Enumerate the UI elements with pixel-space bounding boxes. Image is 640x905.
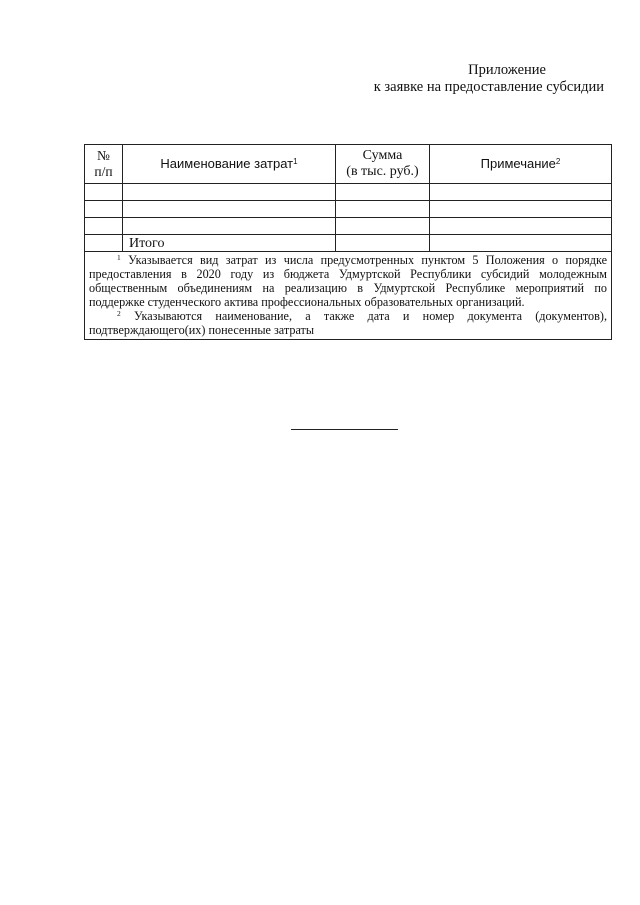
table-cell[interactable] xyxy=(430,218,612,235)
table-cell[interactable] xyxy=(336,201,430,218)
footnote-ref-2: 2 xyxy=(555,157,561,166)
table-cell[interactable] xyxy=(123,218,336,235)
table-row xyxy=(85,201,612,218)
col-header-sum xyxy=(336,145,430,184)
footnote-1 xyxy=(89,253,607,309)
table-cell[interactable] xyxy=(85,218,123,235)
table-header-row xyxy=(85,145,612,184)
table-cell[interactable] xyxy=(85,235,123,252)
table-row xyxy=(85,218,612,235)
costs-table xyxy=(84,144,612,340)
col-header-sum-line2: (в тыс. руб.) xyxy=(346,164,419,179)
footnote-2 xyxy=(89,309,607,337)
table-cell[interactable] xyxy=(123,184,336,201)
table-cell[interactable] xyxy=(85,184,123,201)
col-header-num-line2: п/п xyxy=(94,164,113,179)
footnote-1-text: Указывается вид затрат из числа предусмотренных пунктом 5 Положения о порядке предоставления в 2020 году из бюджета Удмуртской Республики субсидий молодежным общественным объединениям на реализацию в Удмуртской Республике мероприятий по поддержке студенческого актива профессиональных образовательных организаций. xyxy=(89,253,607,309)
total-sum-cell[interactable] xyxy=(336,235,430,252)
table-cell[interactable] xyxy=(85,201,123,218)
appendix-title: Приложение xyxy=(468,62,546,78)
col-header-name-label: Наименование затрат xyxy=(160,156,294,171)
table-cell[interactable] xyxy=(430,184,612,201)
table-cell[interactable] xyxy=(336,218,430,235)
col-header-name xyxy=(123,145,336,184)
col-header-num-line1: № xyxy=(97,148,110,163)
table-cell[interactable] xyxy=(430,235,612,252)
col-header-num xyxy=(85,145,123,184)
footnotes-row xyxy=(85,252,612,340)
table-cell[interactable] xyxy=(123,201,336,218)
footnote-2-mark: 2 xyxy=(117,309,121,318)
footnote-ref-1: 1 xyxy=(293,157,298,166)
footnotes-cell xyxy=(85,252,612,340)
col-header-note xyxy=(430,145,612,184)
footnote-1-mark: 1 xyxy=(117,253,121,262)
table-cell[interactable] xyxy=(430,201,612,218)
total-label: Итого xyxy=(123,235,336,252)
appendix-subtitle: к заявке на предоставление субсидии xyxy=(373,79,604,95)
appendix-header xyxy=(374,62,604,96)
table-cell[interactable] xyxy=(336,184,430,201)
col-header-note-label: Примечание xyxy=(480,156,556,171)
end-separator-line xyxy=(291,429,398,430)
footnote-2-text: Указываются наименование, а также дата и номер документа (документов), подтверждающего(их) понесенные затраты xyxy=(89,309,607,337)
table-row xyxy=(85,184,612,201)
col-header-sum-line1: Сумма xyxy=(362,148,403,163)
total-row xyxy=(85,235,612,252)
